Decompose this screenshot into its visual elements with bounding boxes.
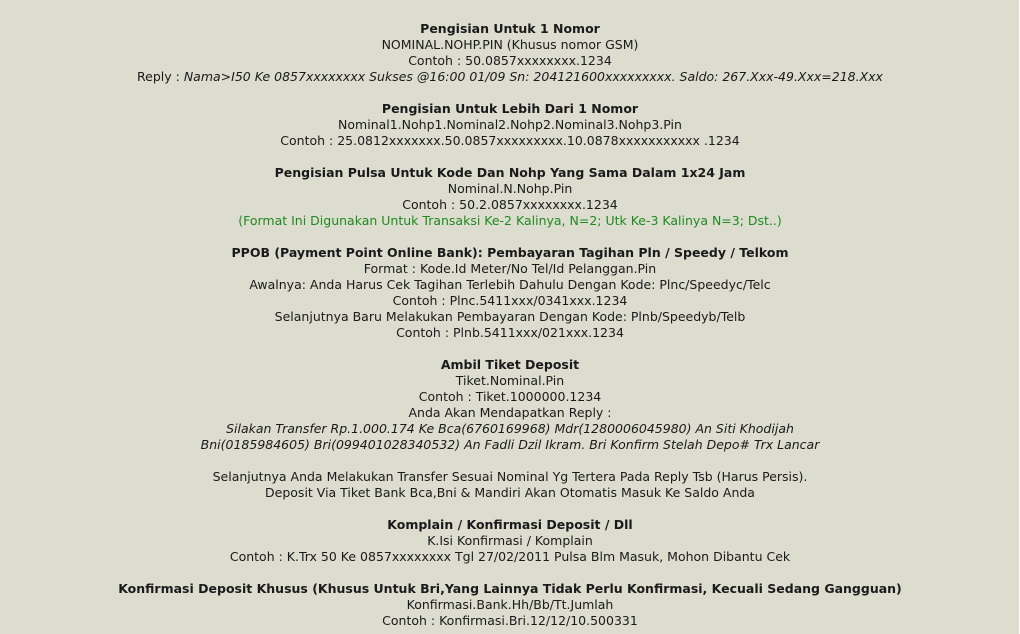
section-title: Pengisian Untuk 1 Nomor	[420, 21, 600, 36]
reply-label: Reply :	[137, 69, 184, 84]
section-title: PPOB (Payment Point Online Bank): Pembayaran Tagihan Pln / Speedy / Telkom	[231, 245, 789, 260]
section-title: Ambil Tiket Deposit	[440, 357, 580, 372]
info-line: Selanjutnya Anda Melakukan Transfer Sesuai Nominal Yg Tertera Pada Reply Tsb (Harus Persis).	[212, 469, 808, 484]
example-line: Contoh : 25.0812xxxxxxx.50.0857xxxxxxxxx.10.0878xxxxxxxxxxx .1234	[280, 133, 740, 148]
info-line: Deposit Via Tiket Bank Bca,Bni & Mandiri Akan Otomatis Masuk Ke Saldo Anda	[265, 485, 755, 500]
section-title: Pengisian Untuk Lebih Dari 1 Nomor	[381, 101, 639, 116]
format-note: (Format Ini Digunakan Untuk Transaksi Ke-2 Kalinya, N=2; Utk Ke-3 Kalinya N=3; Dst..)	[238, 213, 782, 228]
format-line: K.Isi Konfirmasi / Komplain	[427, 533, 593, 548]
reply-example-line: Silakan Transfer Rp.1.000.174 Ke Bca(6760169968) Mdr(1280006045980) An Siti Khodijah	[226, 421, 794, 436]
format-line: Nominal.N.Nohp.Pin	[447, 181, 573, 196]
example-line: Contoh : Tiket.1000000.1234	[418, 389, 602, 404]
format-line: Konfirmasi.Bank.Hh/Bb/Tt.Jumlah	[406, 597, 614, 612]
section-title: Pengisian Pulsa Untuk Kode Dan Nohp Yang Sama Dalam 1x24 Jam	[274, 165, 746, 180]
reply-example-line: Bni(0185984605) Bri(099401028340532) An Fadli Dzil Ikram. Bri Konfirm Stelah Depo# Trx Lancar	[200, 437, 820, 452]
format-line: Nominal1.Nohp1.Nominal2.Nohp2.Nominal3.Nohp3.Pin	[338, 117, 682, 132]
info-line: Anda Akan Mendapatkan Reply :	[408, 405, 612, 420]
format-line: Tiket.Nominal.Pin	[455, 373, 565, 388]
format-line: Format : Kode.Id Meter/No Tel/Id Pelanggan.Pin	[363, 261, 657, 276]
section-title: Komplain / Konfirmasi Deposit / Dll	[387, 517, 633, 532]
example-line: Contoh : Plnb.5411xxx/021xxx.1234	[396, 325, 624, 340]
info-line: Selanjutnya Baru Melakukan Pembayaran Dengan Kode: Plnb/Speedyb/Telb	[274, 309, 746, 324]
example-line: Contoh : 50.0857xxxxxxxx.1234	[408, 53, 612, 68]
info-line: Awalnya: Anda Harus Cek Tagihan Terlebih Dahulu Dengan Kode: Plnc/Speedyc/Telc	[249, 277, 771, 292]
example-line: Contoh : Konfirmasi.Bri.12/12/10.500331	[382, 613, 638, 628]
reply-line	[0, 69, 1020, 85]
reply-text: Nama>I50 Ke 0857xxxxxxxx Sukses @16:00 01/09 Sn: 204121600xxxxxxxxx. Saldo: 267.Xxx-49.Xxx=218.Xxx	[183, 69, 883, 84]
example-line: Contoh : 50.2.0857xxxxxxxx.1234	[402, 197, 618, 212]
format-line: NOMINAL.NOHP.PIN (Khusus nomor GSM)	[381, 37, 639, 52]
example-line: Contoh : K.Trx 50 Ke 0857xxxxxxxx Tgl 27/02/2011 Pulsa Blm Masuk, Mohon Dibantu Cek	[229, 549, 791, 564]
section-title: Konfirmasi Deposit Khusus (Khusus Untuk Bri,Yang Lainnya Tidak Perlu Konfirmasi, Kecuali Sedang Gangguan)	[118, 581, 902, 596]
example-line: Contoh : Plnc.5411xxx/0341xxx.1234	[392, 293, 628, 308]
